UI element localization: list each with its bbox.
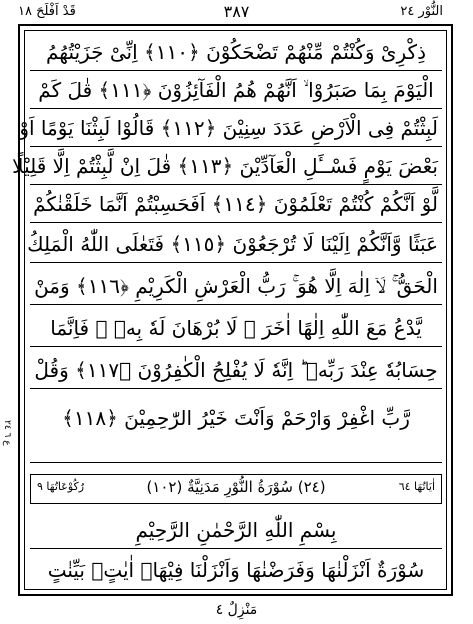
basmala: بِسْمِ اللّٰهِ الرَّحْمٰنِ الرَّحِيْمِ (135, 518, 337, 542)
ruku-margin-note: ع ٦ ٢٤ (2, 420, 12, 446)
sura-title-box (30, 474, 442, 504)
line-rule (30, 548, 442, 549)
line-rule (30, 304, 442, 305)
header-left-juz: قَدْ اَفْلَحَ ١٨ (18, 4, 76, 19)
sura-title: (٢٤) سُوْرَةُ النُّوْرِ مَدَنِيَّةٌ (١٠٢) (146, 478, 326, 496)
line-rule (30, 222, 442, 223)
line-rule (30, 146, 442, 147)
line-rule (30, 388, 442, 389)
manzil-footer: مَنْزِلٌ ٤ (215, 602, 258, 618)
text-line-1: ذِكْرِىْ وَكُنْتُمْ مِّنْهُمْ تَضْحَكُوْنَ ﴿١١٠﴾ اِنِّىْ جَزَيْتُهُمُ (46, 40, 426, 64)
line-rule (30, 184, 442, 185)
line-rule (30, 108, 442, 109)
text-line-4: بَعْضَ يَوْمٍ فَسْــَٔلِ الْعَآدِّيْنَ ﴿١١٣﴾ قٰلَ اِنْ لَّبِثْتُمْ اِلَّا قَلِيْلًا (12, 154, 438, 178)
page-number: ٣٨٧ (223, 2, 250, 21)
text-line-10: رَّبِّ اغْفِرْ وَارْحَمْ وَاَنْتَ خَيْرُ الرّٰحِمِيْنَ ﴿١١٨﴾ (62, 406, 410, 430)
line-rule (30, 70, 442, 71)
text-line-8: يَّدْعُ مَعَ اللّٰهِ اِلٰهًا اٰخَرَ ۙ لَا بُرْهَانَ لَهٗ بِهٖ ۙ فَاِنَّمَا (50, 316, 422, 340)
page-header (0, 2, 473, 24)
text-line-7: الْحَقُّ ۚ لَاۤ اِلٰهَ اِلَّا هُوَ ۚ رَبُّ الْعَرْشِ الْكَرِيْمِ ﴿١١٦﴾ وَمَنْ (34, 274, 438, 298)
text-line-2: الْيَوْمَ بِمَا صَبَرُوْا ۙ اَنَّهُمْ هُمُ الْفَآئِزُوْنَ ﴿١١١﴾ قٰلَ كَمْ (38, 78, 434, 102)
line-rule (30, 262, 442, 263)
header-right-surah: النُّوْر ٢٤ (400, 4, 443, 19)
line-rule (30, 346, 442, 347)
text-line-9: حِسَابُهٗ عِنْدَ رَبِّهٖ ؕ اِنَّهٗ لَا يُفْلِحُ الْكٰفِرُوْنَ ﴿١١٧﴾ وَقُلْ (34, 358, 438, 382)
text-line-3: لَبِثْتُمْ فِى الْاَرْضِ عَدَدَ سِنِيْنَ ﴿١١٢﴾ قَالُوْا لَبِثْنَا يَوْمًا اَوْ (19, 116, 438, 140)
line-rule (30, 462, 442, 463)
sura-ruku-count: رُكُوْعَاتُهَا ٩ (37, 480, 85, 493)
text-line-6: عَبَثًا وَّاَنَّكُمْ اِلَيْنَا لَا تُرْجَعُوْنَ ﴿١١٥﴾ فَتَعٰلَى اللّٰهُ الْمَلِكُ (27, 232, 438, 256)
text-line-5: لَّوْ اَنَّكُمْ كُنْتُمْ تَعْلَمُوْنَ ﴿١١٤﴾ اَفَحَسِبْتُمْ اَنَّمَا خَلَقْنٰكُمْ (33, 192, 438, 216)
text-line-11: سُوْرَةٌ اَنْزَلْنٰهَا وَفَرَضْنٰهَا وَاَنْزَلْنَا فِيْهَاۤ اٰيٰتٍۭ بَيِّنٰتٍ (47, 558, 425, 582)
sura-ayah-count: اٰيَاتُهَا ٦٤ (398, 480, 435, 493)
